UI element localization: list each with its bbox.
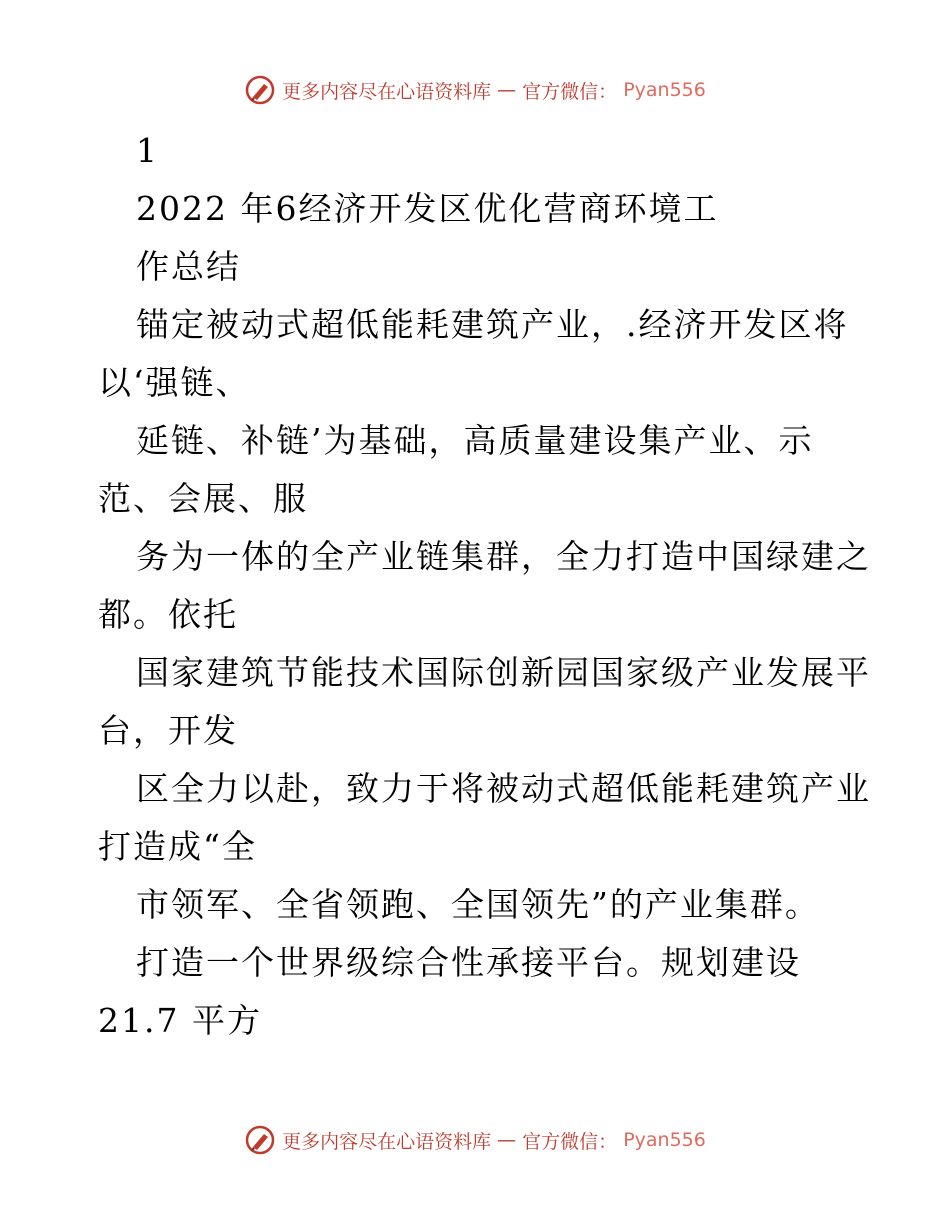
watermark-wechat-label: 官方微信： bbox=[522, 1130, 618, 1153]
pen-logo-icon bbox=[244, 1124, 276, 1156]
text-line: 打造成“全 bbox=[98, 827, 257, 866]
header-watermark bbox=[0, 74, 950, 106]
watermark-separator: — bbox=[497, 79, 517, 101]
text-line: 都。依托 bbox=[98, 595, 238, 634]
text-line: 锚定被动式超低能耗建筑产业，.经济开发区将 bbox=[136, 305, 849, 344]
text-line: 打造一个世界级综合性承接平台。规划建设 bbox=[136, 943, 801, 982]
watermark-wechat-handle: Pyan556 bbox=[623, 1129, 706, 1151]
text-line: 以‘强链、 bbox=[98, 363, 251, 402]
text-line: 2022 年6经济开发区优化营商环境工 bbox=[136, 189, 719, 228]
watermark-separator: — bbox=[497, 1129, 517, 1151]
text-line: 21.7 平方 bbox=[98, 1001, 262, 1040]
text-line: 务为一体的全产业链集群，全力打造中国绿建之 bbox=[136, 537, 871, 576]
watermark-wechat-label: 官方微信： bbox=[522, 80, 618, 103]
footer-watermark bbox=[0, 1124, 950, 1156]
watermark-main-text: 更多内容尽在心语资料库 bbox=[282, 1130, 492, 1153]
text-line: 台，开发 bbox=[98, 711, 238, 750]
document-body bbox=[0, 122, 950, 1050]
text-line: 作总结 bbox=[136, 247, 241, 286]
pen-logo-icon bbox=[244, 74, 276, 106]
text-line: 国家建筑节能技术国际创新园国家级产业发展平 bbox=[136, 653, 871, 692]
text-line: 1 bbox=[136, 131, 159, 170]
watermark-main-text: 更多内容尽在心语资料库 bbox=[282, 80, 492, 103]
text-line: 延链、补链’为基础，高质量建设集产业、示 bbox=[136, 421, 814, 460]
text-line: 市领军、全省领跑、全国领先”的产业集群。 bbox=[136, 885, 820, 924]
text-line: 范、会展、服 bbox=[98, 479, 308, 518]
watermark-wechat-handle: Pyan556 bbox=[623, 79, 706, 101]
text-line: 区全力以赴，致力于将被动式超低能耗建筑产业 bbox=[136, 769, 871, 808]
